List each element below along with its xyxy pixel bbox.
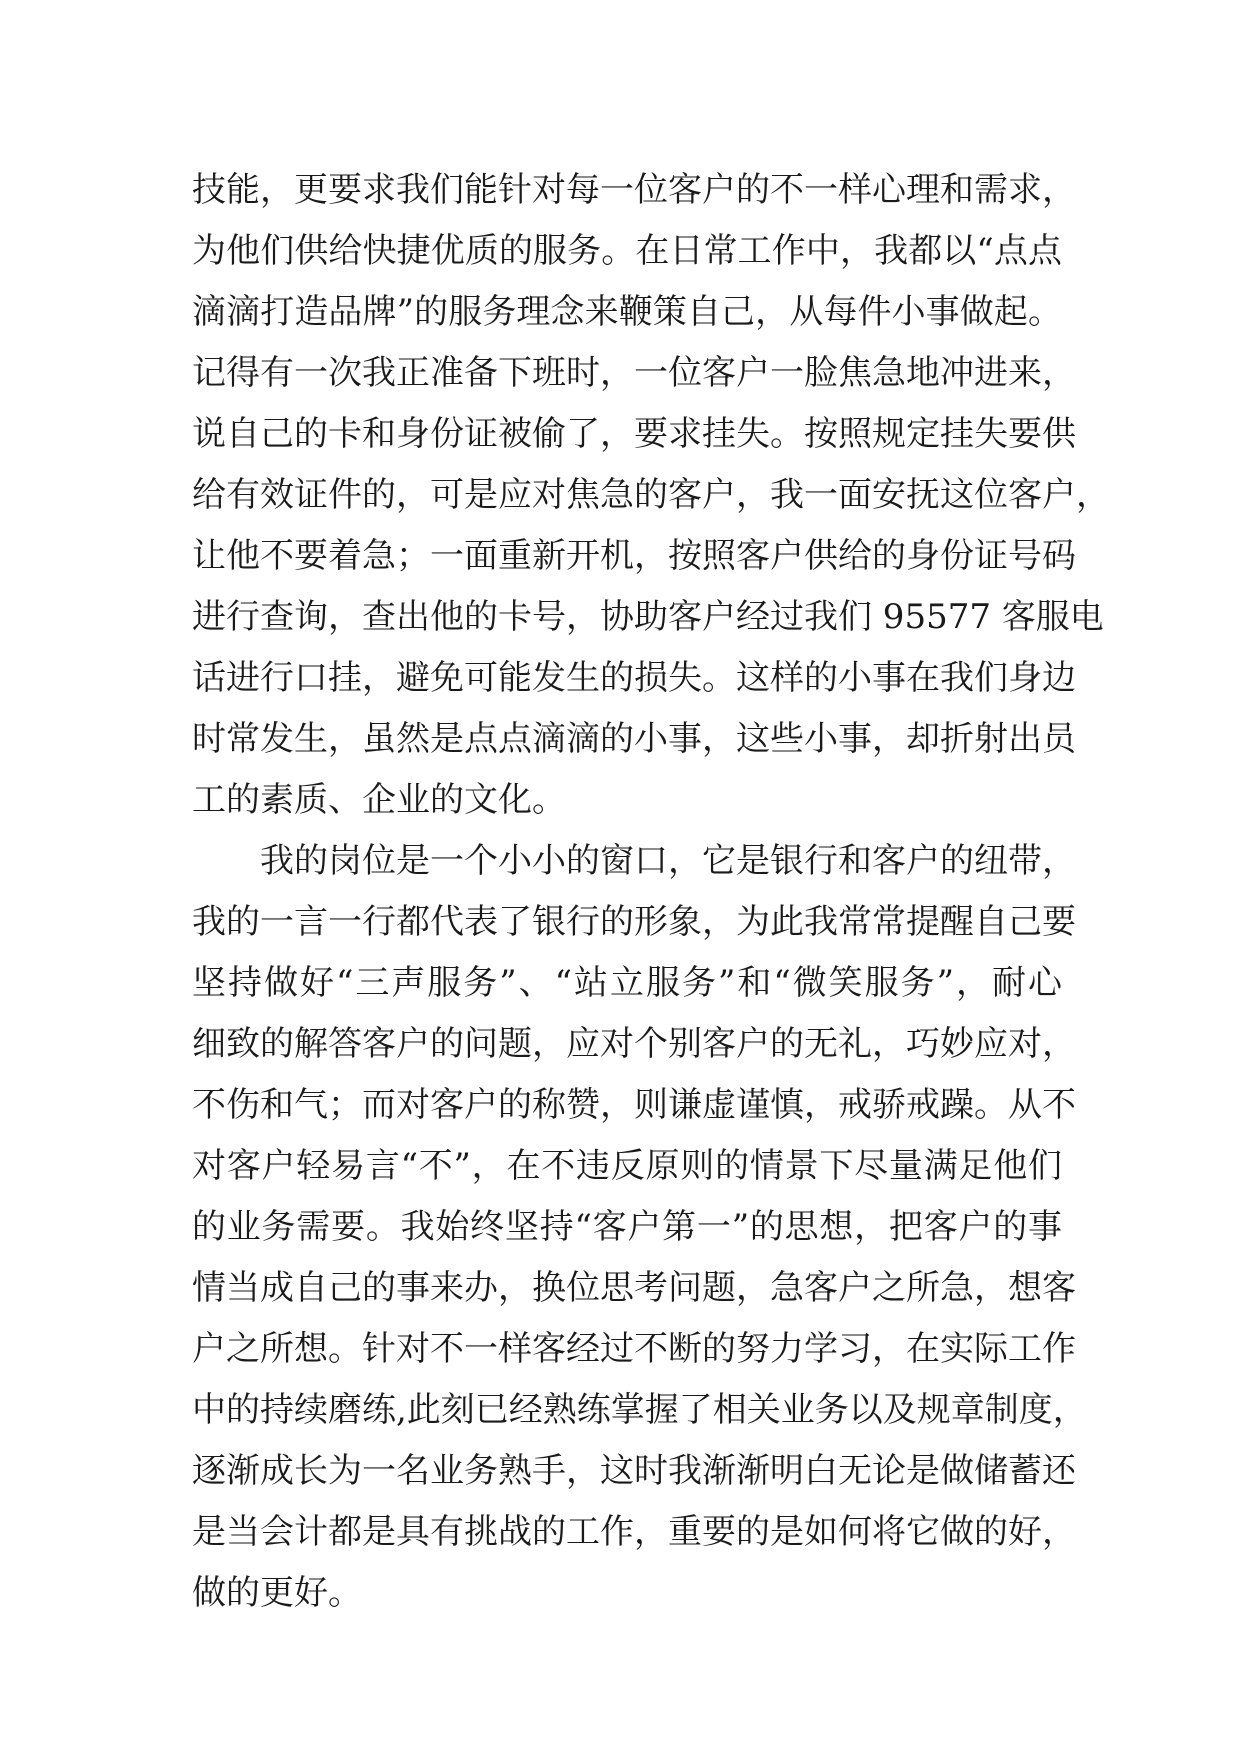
text-line: 细致的解答客户的问题，应对个别客户的无礼，巧妙应对，	[192, 1024, 1076, 1064]
paragraph	[192, 160, 1110, 831]
body-text	[192, 160, 1110, 1624]
text-line: 情当成自己的事来办，换位思考问题，急客户之所急，想客	[192, 1268, 1076, 1308]
text-line: 记得有一次我正准备下班时，一位客户一脸焦急地冲进来，	[192, 353, 1076, 393]
text-line: 时常发生，虽然是点点滴滴的小事，这些小事，却折射出员	[192, 719, 1076, 759]
text-line: 做的更好。	[192, 1573, 362, 1613]
text-line: 为他们供给快捷优质的服务。在日常工作中，我都以“点点	[192, 231, 1062, 271]
text-line: 我的一言一行都代表了银行的形象，为此我常常提醒自己要	[192, 902, 1076, 942]
text-line: 技能，更要求我们能针对每一位客户的不一样心理和需求，	[192, 170, 1076, 210]
text-line: 不伤和气；而对客户的称赞，则谦虚谨慎，戒骄戒躁。从不	[192, 1085, 1076, 1125]
text-line: 进行查询，查出他的卡号，协助客户经过我们 95577 客服电	[192, 597, 1104, 637]
text-line: 我的岗位是一个小小的窗口，它是银行和客户的纽带，	[260, 841, 1076, 881]
text-line: 让他不要着急；一面重新开机，按照客户供给的身份证号码	[192, 536, 1076, 576]
text-line: 中的持续磨练,此刻已经熟练掌握了相关业务以及规章制度，	[192, 1390, 1087, 1430]
text-line: 的业务需要。我始终坚持“客户第一”的思想，把客户的事	[192, 1207, 1062, 1247]
text-line: 是当会计都是具有挑战的工作，重要的是如何将它做的好，	[192, 1512, 1076, 1552]
text-line: 工的素质、企业的文化。	[192, 780, 566, 820]
paragraph	[192, 831, 1087, 1624]
text-line: 户之所想。针对不一样客经过不断的努力学习，在实际工作	[192, 1329, 1076, 1369]
text-line: 话进行口挂，避免可能发生的损失。这样的小事在我们身边	[192, 658, 1076, 698]
text-line: 滴滴打造品牌”的服务理念来鞭策自己，从每件小事做起。	[192, 292, 1062, 332]
text-line: 坚持做好“三声服务”、“站立服务”和“微笑服务”，耐心	[192, 963, 1062, 1003]
text-line: 对客户轻易言“不”，在不违反原则的情景下尽量满足他们	[192, 1146, 1062, 1186]
text-line: 逐渐成长为一名业务熟手，这时我渐渐明白无论是做储蓄还	[192, 1451, 1076, 1491]
text-line: 说自己的卡和身份证被偷了，要求挂失。按照规定挂失要供	[192, 414, 1076, 454]
text-line: 给有效证件的，可是应对焦急的客户，我一面安抚这位客户，	[192, 475, 1110, 515]
